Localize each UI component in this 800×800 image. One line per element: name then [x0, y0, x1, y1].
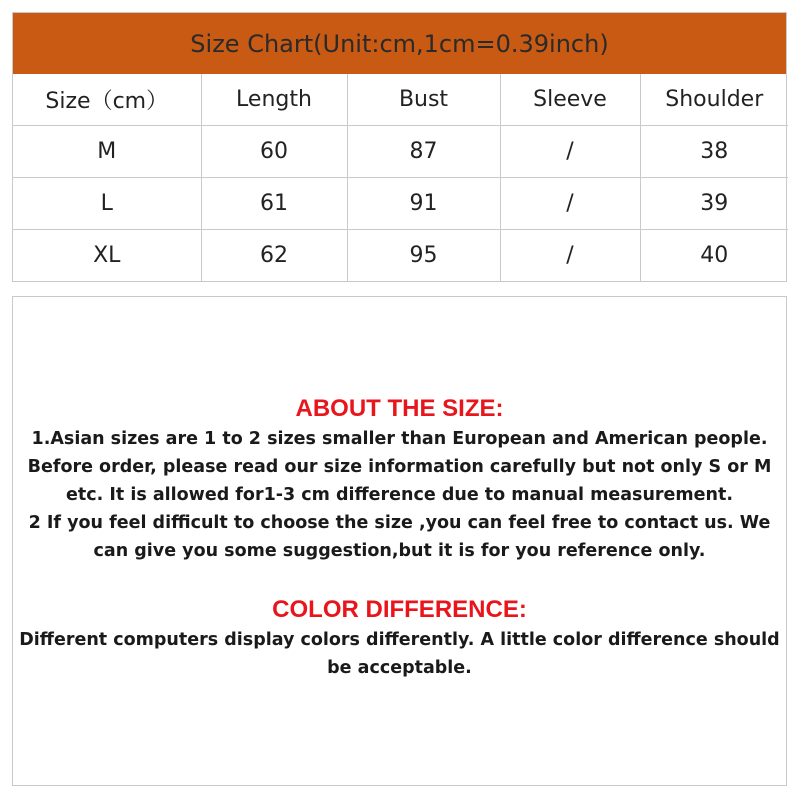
table-cell: / — [500, 178, 640, 230]
table-cell: / — [500, 230, 640, 282]
table-cell: 38 — [640, 126, 788, 178]
table-cell: 60 — [201, 126, 347, 178]
column-header-shoulder: Shoulder — [640, 74, 788, 126]
column-header-sleeve: Sleeve — [500, 74, 640, 126]
about-size-line: 1.Asian sizes are 1 to 2 sizes smaller than European and American people. — [31, 429, 768, 449]
about-size-text — [13, 425, 786, 565]
about-size-line: can give you some suggestion,but it is for you reference only. — [93, 541, 706, 561]
about-size-line: 2 If you feel difficult to choose the size ,you can feel free to contact us. We — [28, 513, 771, 533]
table-cell: 40 — [640, 230, 788, 282]
table-row — [13, 178, 788, 230]
table-cell: 39 — [640, 178, 788, 230]
table-cell: L — [13, 178, 201, 230]
color-difference-text — [13, 626, 786, 682]
table-cell: 87 — [347, 126, 500, 178]
size-table — [13, 74, 788, 281]
about-size-line: etc. It is allowed for1-3 cm difference due to manual measurement. — [66, 485, 733, 505]
table-cell: M — [13, 126, 201, 178]
column-header-length: Length — [201, 74, 347, 126]
table-cell: 62 — [201, 230, 347, 282]
table-header-row — [13, 74, 788, 126]
table-cell: 95 — [347, 230, 500, 282]
table-cell: / — [500, 126, 640, 178]
table-cell: XL — [13, 230, 201, 282]
about-size-heading: ABOUT THE SIZE: — [295, 395, 504, 422]
table-cell: 61 — [201, 178, 347, 230]
column-header-bust: Bust — [347, 74, 500, 126]
size-notes — [12, 296, 787, 786]
column-header-size: Size（cm） — [13, 74, 201, 126]
color-difference-line: be acceptable. — [327, 658, 472, 678]
table-row — [13, 126, 788, 178]
size-chart — [12, 12, 787, 282]
color-difference-line: Different computers display colors differently. A little color difference should — [19, 630, 780, 650]
table-cell: 91 — [347, 178, 500, 230]
about-size-line: Before order, please read our size information carefully but not only S or M — [27, 457, 772, 477]
table-row — [13, 230, 788, 282]
size-chart-title: Size Chart(Unit:cm,1cm=0.39inch) — [13, 13, 786, 74]
color-difference-heading: COLOR DIFFERENCE: — [272, 596, 527, 623]
